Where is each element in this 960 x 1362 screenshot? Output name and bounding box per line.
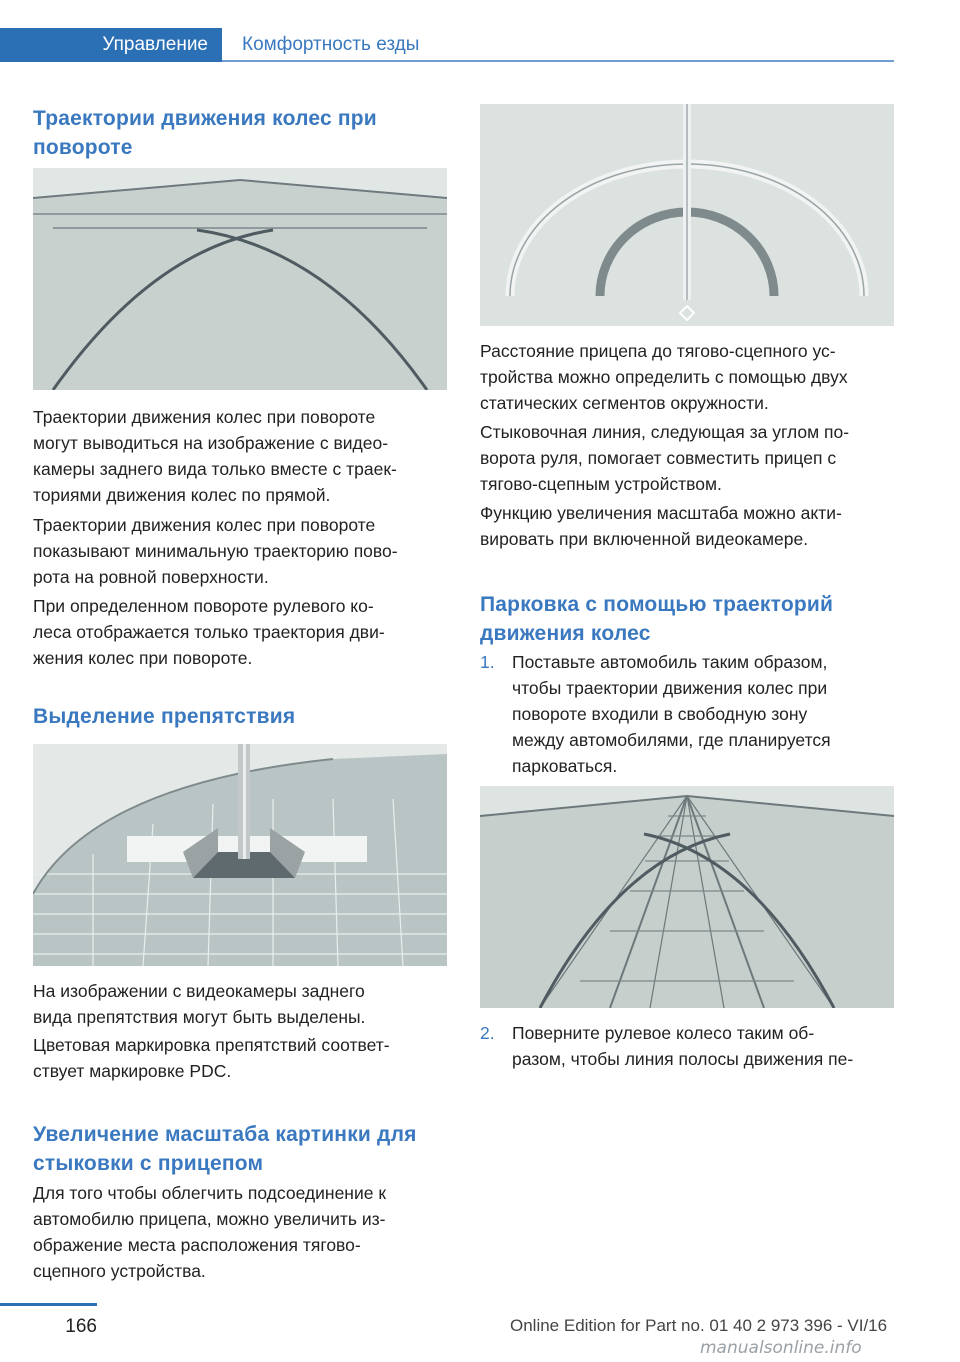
paragraph-turning-3: При определенном повороте рулевого ко‐ леса отображается только траектория дви‐ жения колес при повороте. [33,596,385,668]
footer-rule [0,1303,97,1306]
header-divider [222,60,894,62]
section-title-obstacle: Выделение препятствия [33,705,296,728]
figure-obstacle-marking [33,744,447,966]
paragraph-trailer-2: Стыковочная линия, следующая за углом по‐ ворота руля, помогает совместить прицеп с тягово-сцепным устройством. [480,422,850,494]
step-number-1: 1. [480,652,495,672]
figure-trailer-zoom [480,104,894,326]
header-tab-controls[interactable]: Управление [102,34,208,55]
paragraph-obstacle-1: На изображении с видеокамеры заднего вида препятствия могут быть выделены. [33,981,366,1027]
watermark-text: manualsonline.info [700,1338,862,1358]
figure-parking-paths [480,786,894,1008]
step-text-2: Поверните рулевое колесо таким об‐ разом, чтобы линия полосы движения пе‐ [512,1023,854,1069]
paragraph-turning-1: Траектории движения колес при повороте могут выводиться на изображение с видео‐ камеры заднего вида только вместе с траек‐ ториями движения колес по прямой. [33,407,397,505]
section-title-parking: Парковка с помощью траекторий движения колес [480,593,834,645]
page-number: 166 [65,1316,97,1337]
edition-text: Online Edition for Part no. 01 40 2 973 396 - VI/16 [510,1316,888,1335]
step-number-2: 2. [480,1023,495,1043]
paragraph-trailer-3: Функцию увеличения масштаба можно акти‐ вировать при включенной видеокамере. [480,503,842,549]
step-text-1: Поставьте автомобиль таким образом, чтобы траектории движения колес при повороте входили в свободную зону между автомобилями, где планируется парковаться. [512,652,831,776]
paragraph-zoom-1: Для того чтобы облегчить подсоединение к автомобилю прицепа, можно увеличить из‐ ображение места расположения тягово‐ сцепного устройства. [33,1183,386,1281]
paragraph-turning-2: Траектории движения колес при повороте показывают минимальную траекторию пово‐ рота на ровной поверхности. [33,515,398,587]
paragraph-obstacle-2: Цветовая маркировка препятствий соответ‐ ствует маркировке PDC. [33,1035,390,1081]
section-title-zoom: Увеличение масштаба картинки для стыковки с прицепом [33,1123,417,1175]
header-breadcrumb[interactable]: Комфортность езды [242,34,420,55]
paragraph-trailer-1: Расстояние прицепа до тягово-сцепного ус‐ тройства можно определить с помощью двух статических сегментов окружности. [480,341,848,413]
section-title-turning-paths: Траектории движения колес при повороте [33,107,377,159]
figure-turning-paths [33,168,447,390]
